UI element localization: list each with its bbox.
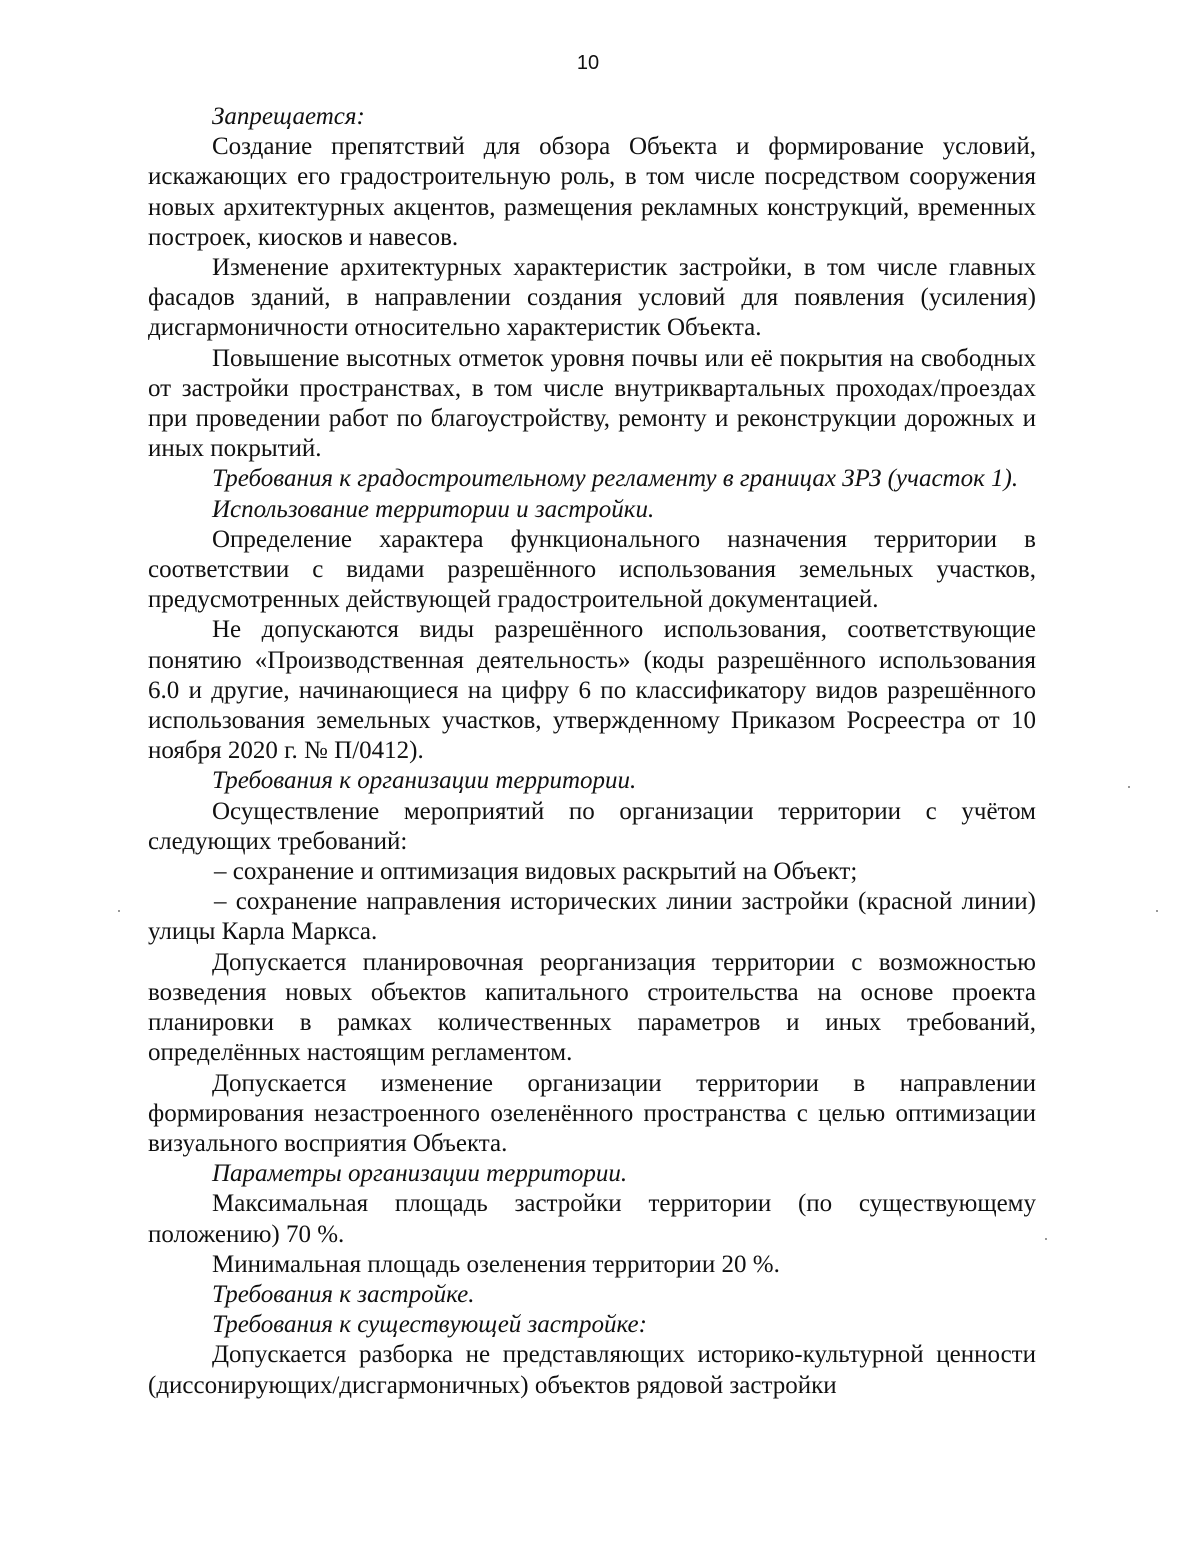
paragraph: Не допускаются виды разрешённого использования, соответствующие понятию «Производственная деятельность» (коды разрешённого использования 6.0 и другие, начинающиеся на цифру 6 по классификатору видов разрешённого использования земельных участков, утвержденному Приказом Росреестра от 10 ноября 2020 г. № П/0412). (148, 616, 1036, 765)
heading-organization-parameters: Параметры организации территории. (212, 1160, 628, 1188)
heading-existing-building-requirements: Требования к существующей застройке: (212, 1311, 647, 1339)
paragraph: Повышение высотных отметок уровня почвы или её покрытия на свободных от застройки пространствах, в том числе внутриквартальных проходах/проездах при проведении работ по благоустройству, ремонту и реконструкции дорожных и иных покрытий. (148, 344, 1036, 463)
heading-zrz-requirements: Требования к градостроительному регламенту в границах ЗРЗ (участок 1). (212, 465, 1019, 493)
paragraph: Изменение архитектурных характеристик застройки, в том числе главных фасадов зданий, в направлении создания условий для появления (усиления) дисгармоничности относительно характеристик Объекта. (148, 254, 1036, 342)
paragraph: Создание препятствий для обзора Объекта и формирование условий, искажающих его градостроительную роль, в том числе посредством сооружения новых архитектурных акцентов, размещения рекламных конструкций, временных построек, киосков и навесов. (148, 133, 1036, 251)
paragraph: Определение характера функционального назначения территории в соответствии с видами разрешённого использования земельных участков, предусмотренных действующей градостроительной документацией. (148, 525, 1036, 614)
paragraph: Максимальная площадь застройки территории (по существующему положению) 70 %. (148, 1190, 1036, 1248)
paragraph: Допускается изменение организации территории в направлении формирования незастроенного озеленённого пространства с целью оптимизации визуального восприятия Объекта. (148, 1069, 1036, 1157)
heading-prohibited: Запрещается: (212, 103, 365, 130)
scan-speck (1128, 786, 1130, 788)
paragraph: Осуществление мероприятий по организации территории с учётом следующих требований: (148, 797, 1036, 855)
scan-speck (1045, 1238, 1047, 1240)
list-item: – сохранение и оптимизация видовых раскрытий на Объект; (214, 858, 858, 886)
list-item: – сохранение направления исторических линии застройки (красной линии) улицы Карла Маркса. (148, 888, 1036, 946)
heading-territory-organization: Требования к организации территории. (212, 767, 637, 795)
scan-speck (118, 910, 120, 912)
document-body (148, 102, 1036, 1401)
paragraph: Допускается планировочная реорганизация территории с возможностью возведения новых объектов капитального строительства на основе проекта планировки в рамках количественных параметров и иных требований, определённых настоящим регламентом. (148, 948, 1036, 1067)
page-number: 10 (576, 52, 600, 74)
paragraph: Допускается разборка не представляющих историко-культурной ценности (диссонирующих/дисгармоничных) объектов рядовой застройки (148, 1341, 1036, 1399)
paragraph: Минимальная площадь озеленения территории 20 %. (212, 1250, 780, 1278)
heading-territory-use: Использование территории и застройки. (212, 495, 655, 523)
scan-speck (1156, 910, 1158, 912)
heading-building-requirements: Требования к застройке. (212, 1280, 475, 1308)
